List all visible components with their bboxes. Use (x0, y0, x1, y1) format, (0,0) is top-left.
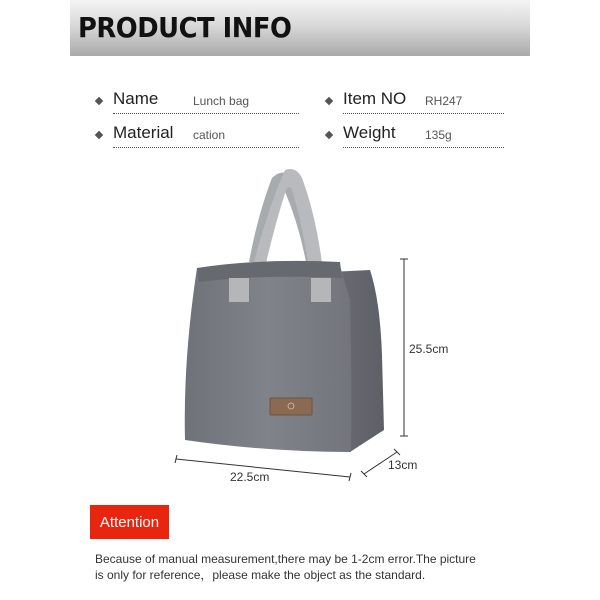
handle-tab (229, 278, 249, 302)
spec-material-label: Material (113, 123, 174, 142)
spec-material-value: cation (193, 128, 226, 142)
attention-notice-line2: is only for reference，please make the object as the standard. (95, 568, 426, 582)
spec-item-no-value: RH247 (425, 94, 463, 108)
width-dimension-label: 22.5cm (230, 470, 270, 484)
banner-title: PRODUCT INFO (78, 11, 292, 44)
attention-badge: Attention (90, 505, 169, 539)
spec-name-value: Lunch bag (193, 94, 250, 108)
spec-item-no-label: Item NO (343, 89, 407, 108)
spec-name-label: Name (113, 89, 159, 108)
handle-tab (311, 278, 331, 302)
depth-dimension-label: 13cm (388, 458, 418, 472)
attention-notice-line1: Because of manual measurement,there may be 1-2cm error.The picture (95, 552, 476, 566)
spec-weight-label: Weight (343, 123, 396, 142)
height-dimension-label: 25.5cm (409, 342, 449, 356)
attention-notice (95, 551, 525, 583)
spec-weight-value: 135g (425, 128, 452, 142)
brand-patch-icon (270, 398, 312, 415)
